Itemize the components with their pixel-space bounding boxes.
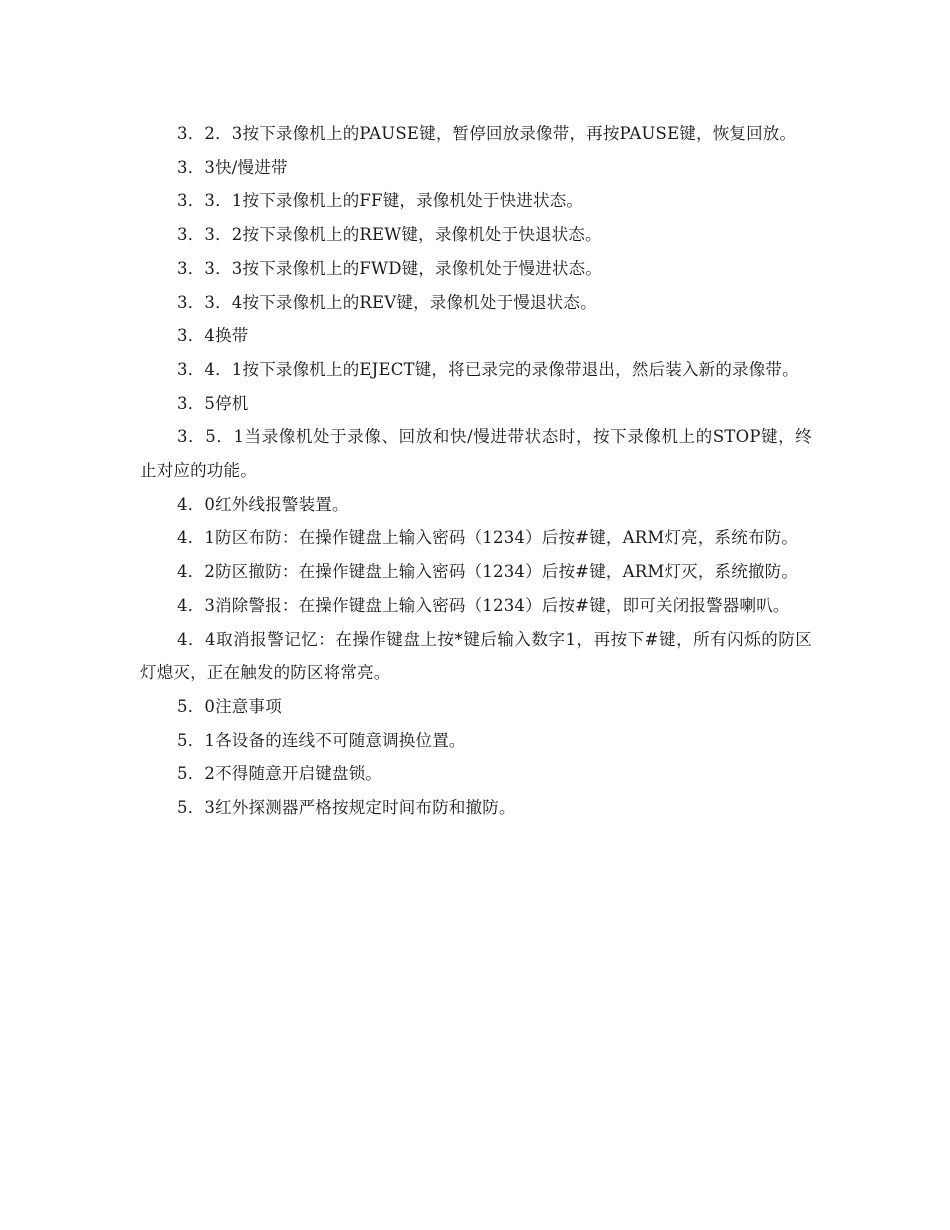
heading-5-0: 5．0注意事项 [177, 696, 282, 716]
paragraph-4-2: 4．2防区撤防：在操作键盘上输入密码（1234）后按#键，ARM灯灭，系统撤防。 [177, 562, 799, 582]
paragraph-5-3: 5．3红外探测器严格按规定时间布防和撤防。 [177, 798, 516, 818]
paragraph-3-3-4: 3．3．4按下录像机上的REV键，录像机处于慢退状态。 [177, 292, 597, 312]
paragraph-4-3: 4．3消除警报：在操作键盘上输入密码（1234）后按#键，即可关闭报警器喇叭。 [177, 595, 790, 615]
paragraph-4-1: 4．1防区布防：在操作键盘上输入密码（1234）后按#键，ARM灯亮，系统布防。 [177, 528, 799, 548]
paragraph-3-3-3: 3．3．3按下录像机上的FWD键，录像机处于慢进状态。 [177, 258, 603, 278]
paragraph-5-2: 5．2不得随意开启键盘锁。 [177, 764, 383, 784]
heading-3-5: 3．5停机 [177, 393, 249, 413]
paragraph-4-4: 4．4取消报警记忆：在操作键盘上按*键后输入数字1，再按下#键，所有闪烁的防区灯熄灭，正在触发的防区将常亮。 [140, 629, 812, 683]
document-body [140, 117, 812, 825]
heading-3-3: 3．3快/慢进带 [177, 157, 288, 177]
paragraph-3-3-2: 3．3．2按下录像机上的REW键，录像机处于快退状态。 [177, 225, 602, 245]
paragraph-3-2-3: 3．2．3按下录像机上的PAUSE键，暂停回放录像带，再按PAUSE键，恢复回放。 [177, 124, 797, 143]
heading-3-4: 3．4换带 [177, 326, 249, 346]
paragraph-3-5-1: 3．5．1当录像机处于录像、回放和快/慢进带状态时，按下录像机上的STOP键，终止对应的功能。 [140, 427, 812, 481]
paragraph-3-4-1: 3．4．1按下录像机上的EJECT键，将已录完的录像带退出，然后装入新的录像带。 [177, 359, 799, 379]
paragraph-5-1: 5．1各设备的连线不可随意调换位置。 [177, 730, 466, 750]
heading-4-0: 4．0红外线报警装置。 [177, 494, 349, 514]
paragraph-3-3-1: 3．3．1按下录像机上的FF键，录像机处于快进状态。 [177, 191, 584, 211]
